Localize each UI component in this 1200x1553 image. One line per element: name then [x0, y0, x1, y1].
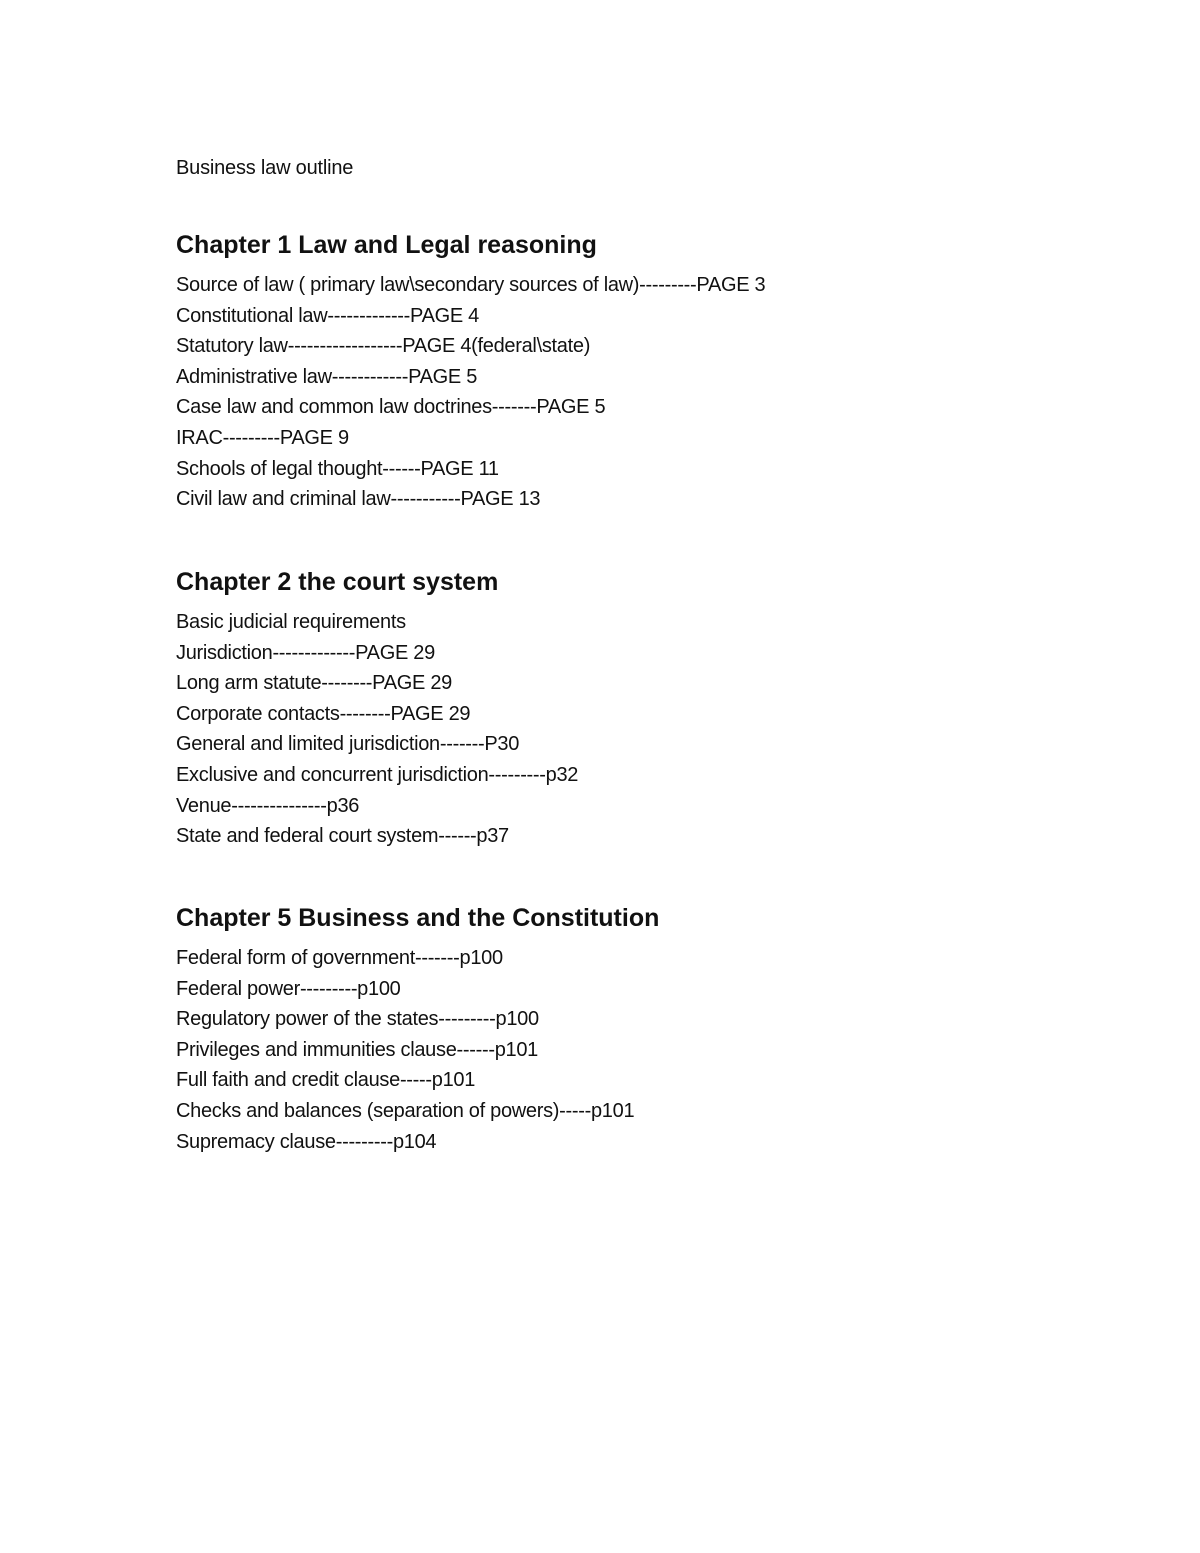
outline-entry: Statutory law------------------PAGE 4(federal\state) — [176, 335, 591, 358]
outline-entry: Corporate contacts--------PAGE 29 — [176, 702, 471, 725]
outline-entry: Checks and balances (separation of powers)-----p101 — [176, 1099, 635, 1122]
outline-entry: Administrative law------------PAGE 5 — [176, 365, 478, 388]
outline-entry: Constitutional law-------------PAGE 4 — [176, 304, 480, 327]
outline-entry: Venue---------------p36 — [176, 794, 360, 817]
outline-entry: IRAC---------PAGE 9 — [176, 426, 349, 449]
outline-entry: Civil law and criminal law-----------PAGE 13 — [176, 488, 541, 511]
outline-entry: Jurisdiction-------------PAGE 29 — [176, 641, 435, 664]
chapter-2-heading: Chapter 2 the court system — [176, 568, 499, 596]
outline-entry: Case law and common law doctrines-------PAGE 5 — [176, 396, 606, 419]
chapter-5-entries — [176, 943, 659, 1157]
outline-entry: Supremacy clause---------p104 — [176, 1130, 437, 1153]
chapter-2-section — [176, 565, 578, 852]
chapter-1-entries — [176, 270, 765, 515]
document-title: Business law outline — [176, 157, 354, 179]
document-content — [176, 154, 1076, 1153]
chapter-1-section — [176, 228, 765, 515]
chapter-5-section — [176, 901, 659, 1157]
outline-entry: Federal form of government-------p100 — [176, 947, 503, 969]
outline-entry: Exclusive and concurrent jurisdiction---------p32 — [176, 763, 579, 786]
outline-entry: Schools of legal thought------PAGE 11 — [176, 457, 499, 480]
outline-entry: Federal power---------p100 — [176, 977, 401, 1000]
outline-entry: Source of law ( primary law\secondary sources of law)---------PAGE 3 — [176, 274, 766, 296]
chapter-5-heading: Chapter 5 Business and the Constitution — [176, 904, 660, 932]
outline-entry: Long arm statute--------PAGE 29 — [176, 672, 452, 695]
outline-entry: State and federal court system------p37 — [176, 825, 509, 848]
outline-entry: Full faith and credit clause-----p101 — [176, 1069, 476, 1092]
outline-entry: Privileges and immunities clause------p101 — [176, 1038, 538, 1061]
outline-entry: Basic judicial requirements — [176, 611, 406, 633]
outline-entry: Regulatory power of the states---------p100 — [176, 1008, 539, 1031]
chapter-1-heading: Chapter 1 Law and Legal reasoning — [176, 231, 597, 259]
chapter-2-entries — [176, 607, 578, 852]
outline-entry: General and limited jurisdiction-------P30 — [176, 733, 520, 756]
